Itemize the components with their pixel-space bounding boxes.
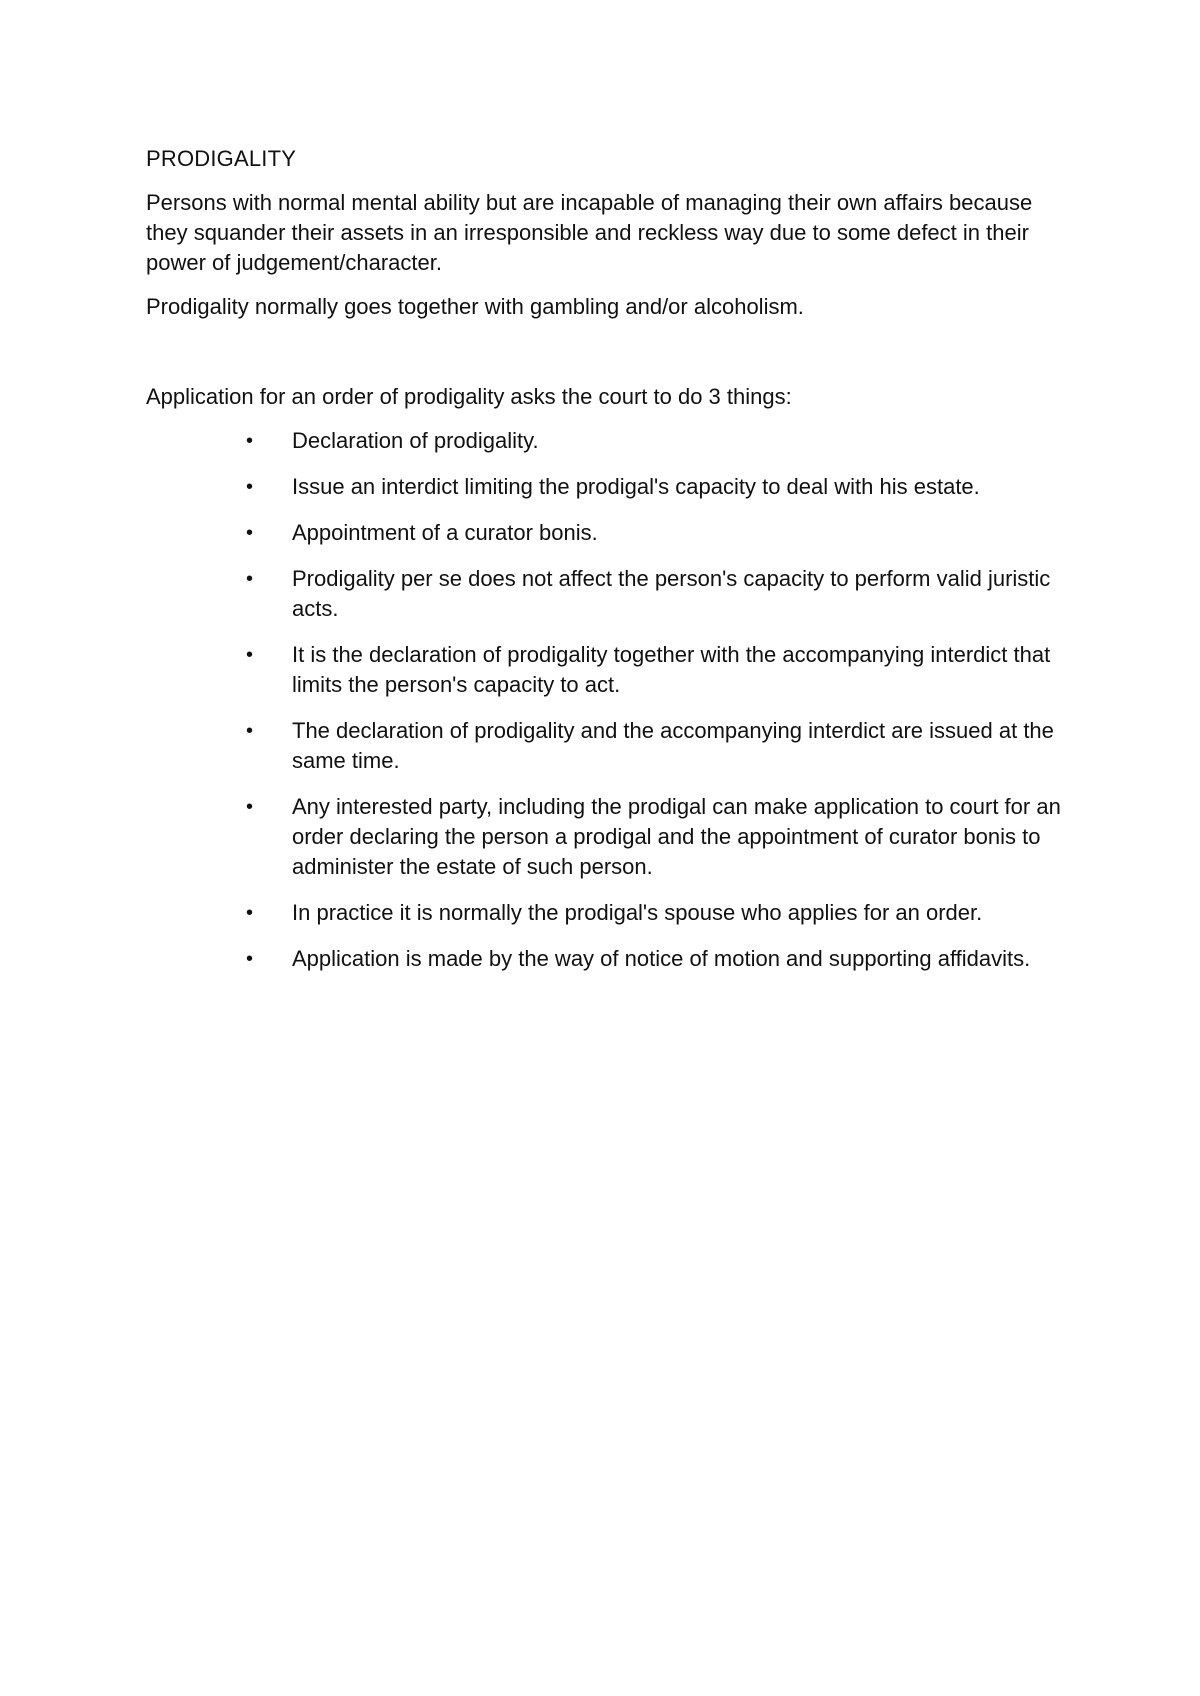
bullet-icon: • — [246, 644, 254, 666]
bullet-icon: • — [246, 902, 254, 924]
list-item — [246, 564, 1066, 624]
bullet-icon: • — [246, 430, 254, 452]
document-content — [146, 144, 1066, 990]
list-item-text: In practice it is normally the prodigal's spouse who applies for an order. — [292, 900, 983, 925]
list-item — [246, 518, 1066, 548]
list-item-text: Declaration of prodigality. — [292, 428, 539, 453]
list-item-text: It is the declaration of prodigality together with the accompanying interdict that limits the person's capacity to act. — [292, 642, 1051, 697]
bullet-icon: • — [246, 568, 254, 590]
bullet-icon: • — [246, 948, 254, 970]
bullet-list — [146, 426, 1066, 974]
list-item — [246, 792, 1066, 882]
bullet-icon: • — [246, 720, 254, 742]
list-item-text: The declaration of prodigality and the accompanying interdict are issued at the same time. — [292, 718, 1054, 773]
list-item — [246, 944, 1066, 974]
list-item-text: Issue an interdict limiting the prodigal's capacity to deal with his estate. — [292, 474, 980, 499]
bullet-icon: • — [246, 476, 254, 498]
application-intro: Application for an order of prodigality asks the court to do 3 things: — [146, 384, 792, 409]
list-item — [246, 426, 1066, 456]
list-item-text: Application is made by the way of notice of motion and supporting affidavits. — [292, 946, 1031, 971]
definition-paragraph: Persons with normal mental ability but are incapable of managing their own affairs because they squander their assets in an irresponsible and reckless way due to some defect in their power of judgement/character. — [146, 190, 1033, 275]
list-item — [246, 716, 1066, 776]
document-title: PRODIGALITY — [146, 146, 297, 171]
bullet-icon: • — [246, 522, 254, 544]
list-item-text: Appointment of a curator bonis. — [292, 520, 598, 545]
association-paragraph: Prodigality normally goes together with gambling and/or alcoholism. — [146, 294, 804, 319]
bullet-icon: • — [246, 796, 254, 818]
section-spacer — [146, 336, 1066, 382]
list-item — [246, 472, 1066, 502]
list-item-text: Any interested party, including the prodigal can make application to court for an order declaring the person a prodigal and the appointment of curator bonis to administer the estate of such person. — [292, 794, 1061, 879]
list-item — [246, 640, 1066, 700]
list-item — [246, 898, 1066, 928]
list-item-text: Prodigality per se does not affect the person's capacity to perform valid juristic acts. — [292, 566, 1051, 621]
